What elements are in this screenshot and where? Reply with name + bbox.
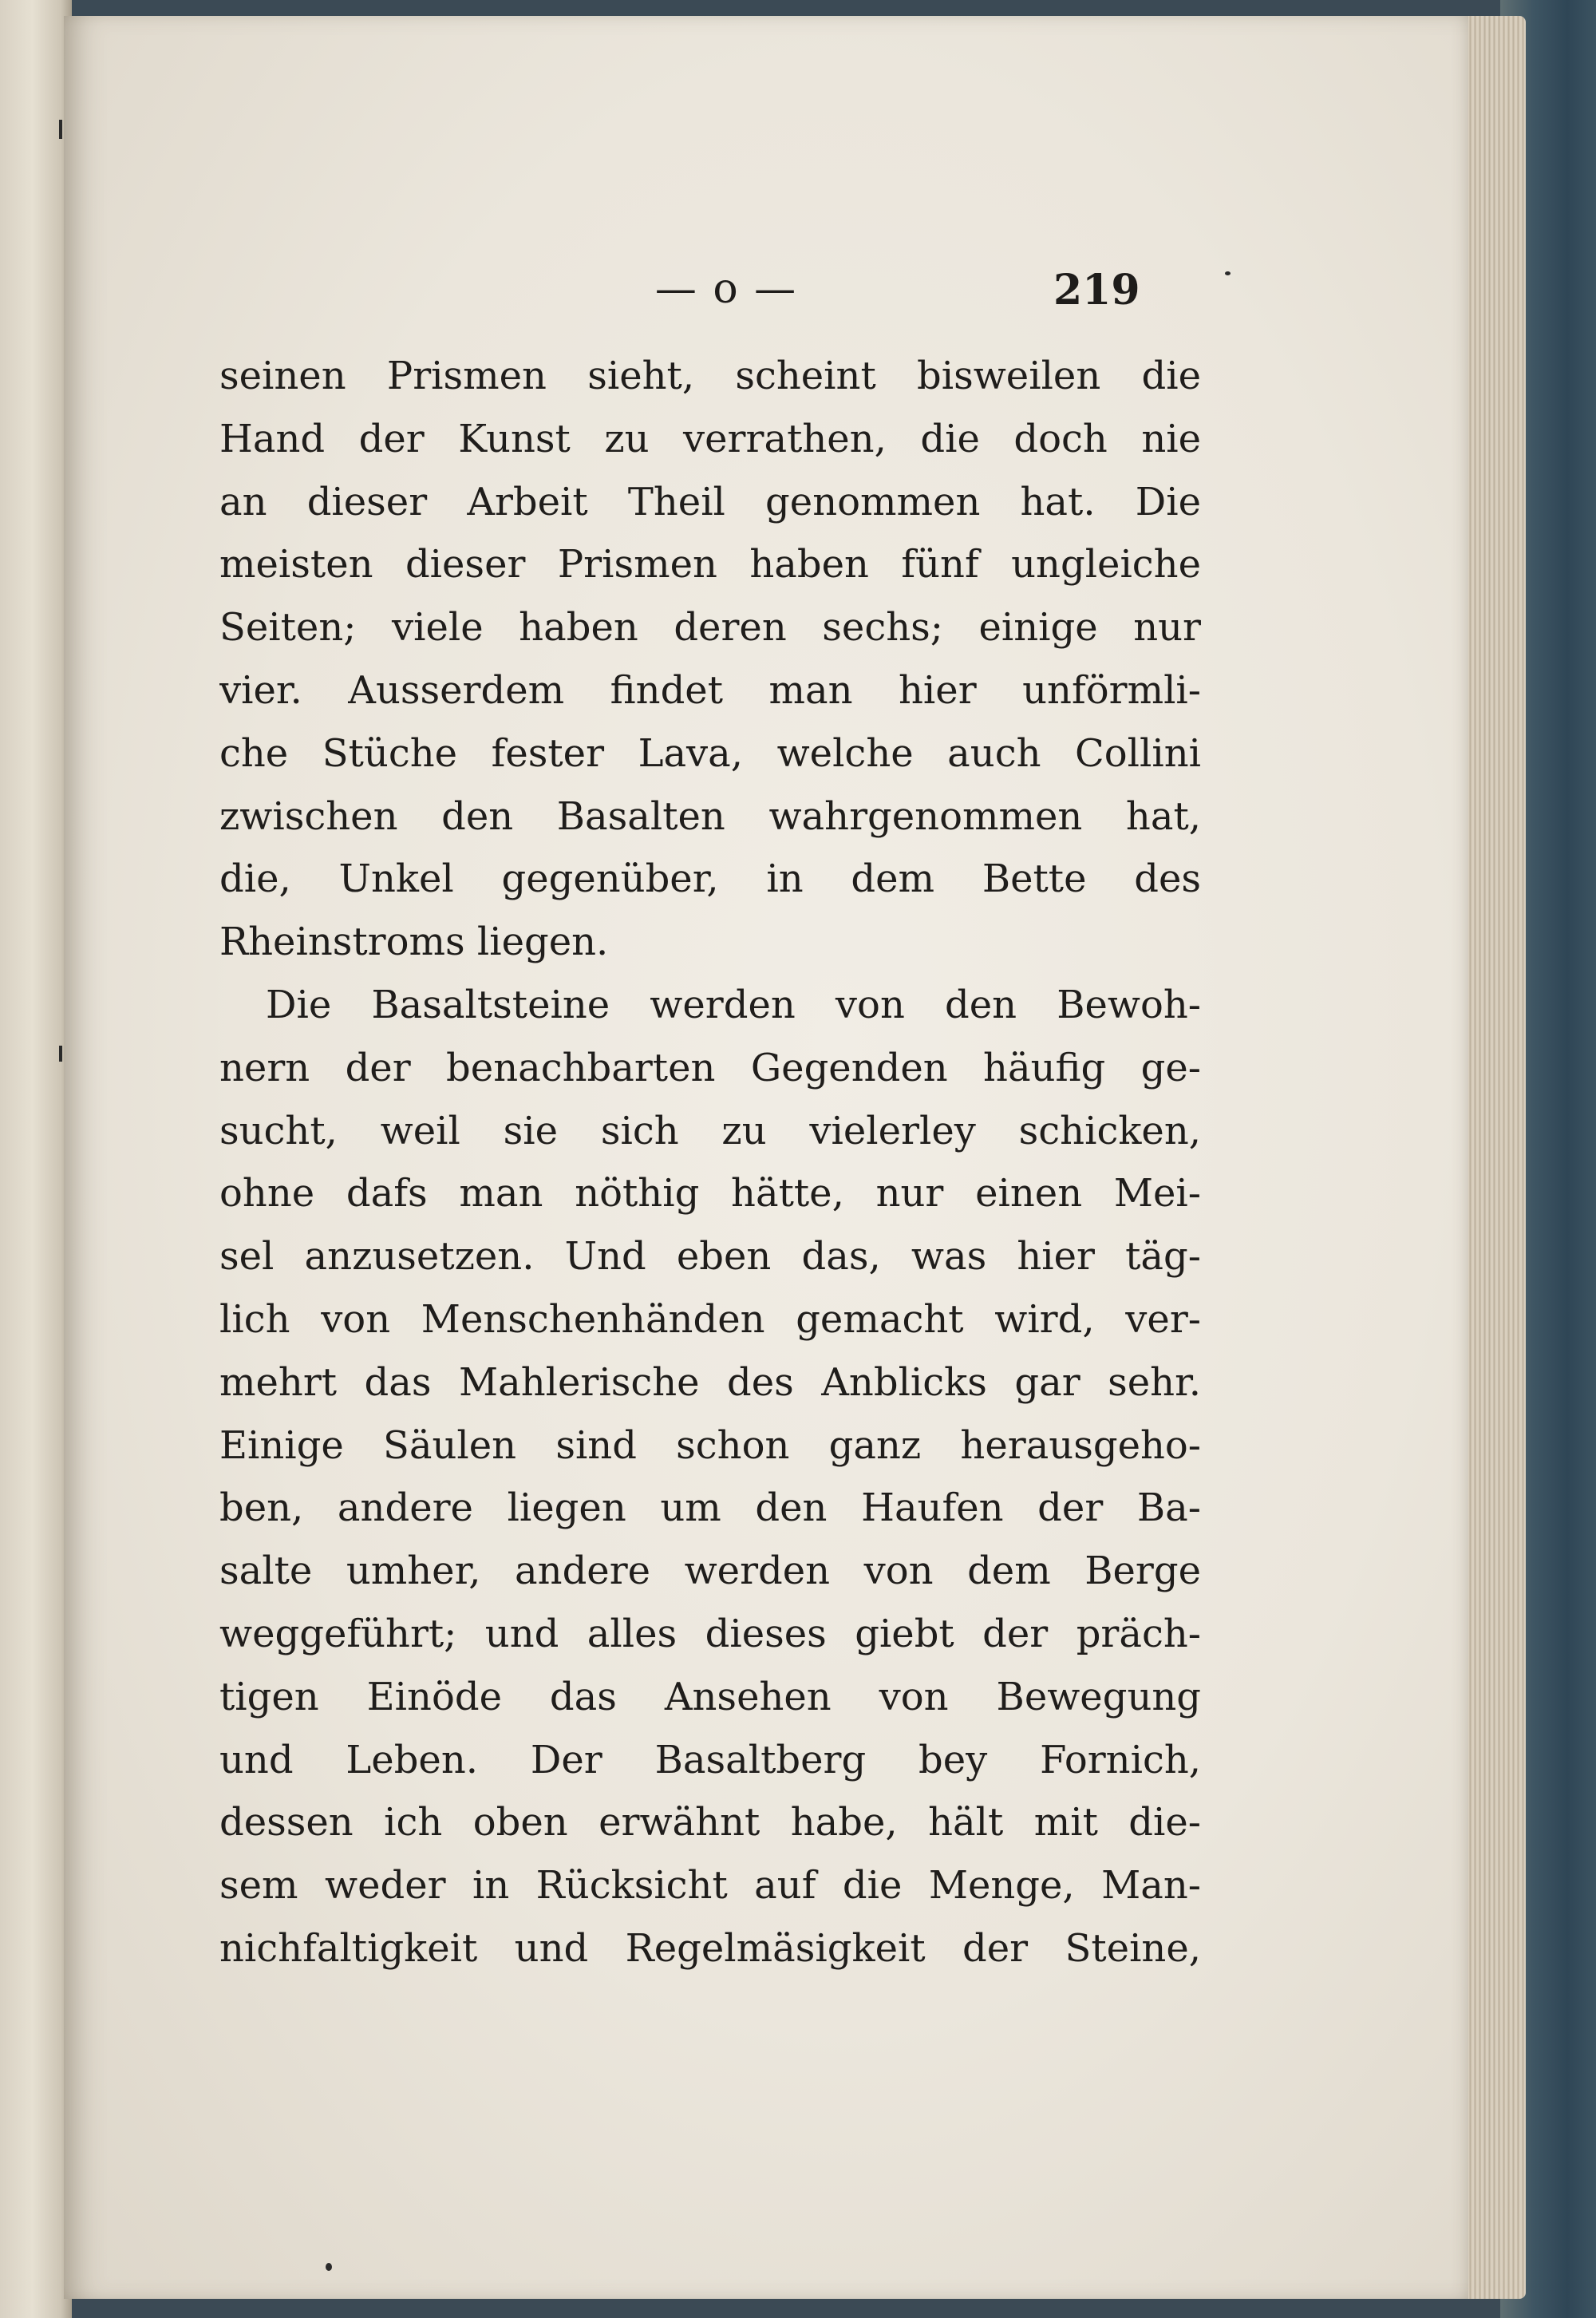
text-line: che Stüche fester Lava, welche auch Collini xyxy=(219,730,1201,776)
text-line: ben, andere liegen um den Haufen der Ba- xyxy=(219,1485,1201,1531)
text-line: mehrt das Mahlerische des Anblicks gar sehr. xyxy=(219,1359,1201,1405)
text-line: Rheinstroms liegen. xyxy=(219,920,609,965)
ink-mark xyxy=(59,120,62,139)
text-line: lich von Menschenhänden gemacht wird, ver- xyxy=(219,1296,1201,1342)
text-line: dessen ich oben erwähnt habe, hält mit die- xyxy=(219,1800,1201,1845)
text-line: weggeführt; und alles dieses giebt der präch- xyxy=(219,1611,1201,1656)
text-line: zwischen den Basalten wahrgenommen hat, xyxy=(219,793,1201,839)
text-line: Hand der Kunst zu verrathen, die doch nie xyxy=(219,416,1201,461)
text-line: meisten dieser Prismen haben fünf ungleiche xyxy=(219,542,1201,587)
text-line: sem weder in Rücksicht auf die Menge, Man- xyxy=(219,1863,1201,1909)
previous-page-edge xyxy=(0,0,72,2318)
text-line: die, Unkel gegenüber, in dem Bette des xyxy=(219,856,1201,902)
text-line: sucht, weil sie sich zu vielerley schicken, xyxy=(219,1108,1201,1153)
text-line: salte umher, andere werden von dem Berge xyxy=(219,1549,1201,1594)
ink-speck xyxy=(1225,271,1231,275)
header-ornament: — o — xyxy=(654,265,798,313)
paragraph-start-line: Die Basaltsteine werden von den Bewoh- xyxy=(266,982,1201,1027)
text-line: nern der benachbarten Gegenden häufig ge- xyxy=(219,1045,1201,1090)
ink-speck xyxy=(326,2263,332,2271)
body-text xyxy=(219,345,1201,1980)
text-line: ohne dafs man nöthig hätte, nur einen Mei- xyxy=(219,1171,1201,1216)
text-line: tigen Einöde das Ansehen von Bewegung xyxy=(219,1674,1201,1719)
text-line: seinen Prismen sieht, scheint bisweilen die xyxy=(219,354,1201,398)
text-line: Einige Säulen sind schon ganz herausgeho- xyxy=(219,1422,1201,1468)
text-line: vier. Ausserdem findet man hier unförmli- xyxy=(219,667,1201,713)
text-line: nichfaltigkeit und Regelmäsigkeit der Steine, xyxy=(219,1925,1201,1971)
running-header xyxy=(64,262,1468,318)
text-line: Seiten; viele haben deren sechs; einige nur xyxy=(219,605,1201,651)
text-line: an dieser Arbeit Theil genommen hat. Die xyxy=(219,479,1201,524)
ink-mark xyxy=(59,1046,62,1062)
page-number: 219 xyxy=(1053,266,1140,314)
book-page xyxy=(64,16,1468,2299)
text-line: und Leben. Der Basaltberg bey Fornich, xyxy=(219,1737,1201,1782)
text-line: sel anzusetzen. Und eben das, was hier täg- xyxy=(219,1234,1201,1280)
